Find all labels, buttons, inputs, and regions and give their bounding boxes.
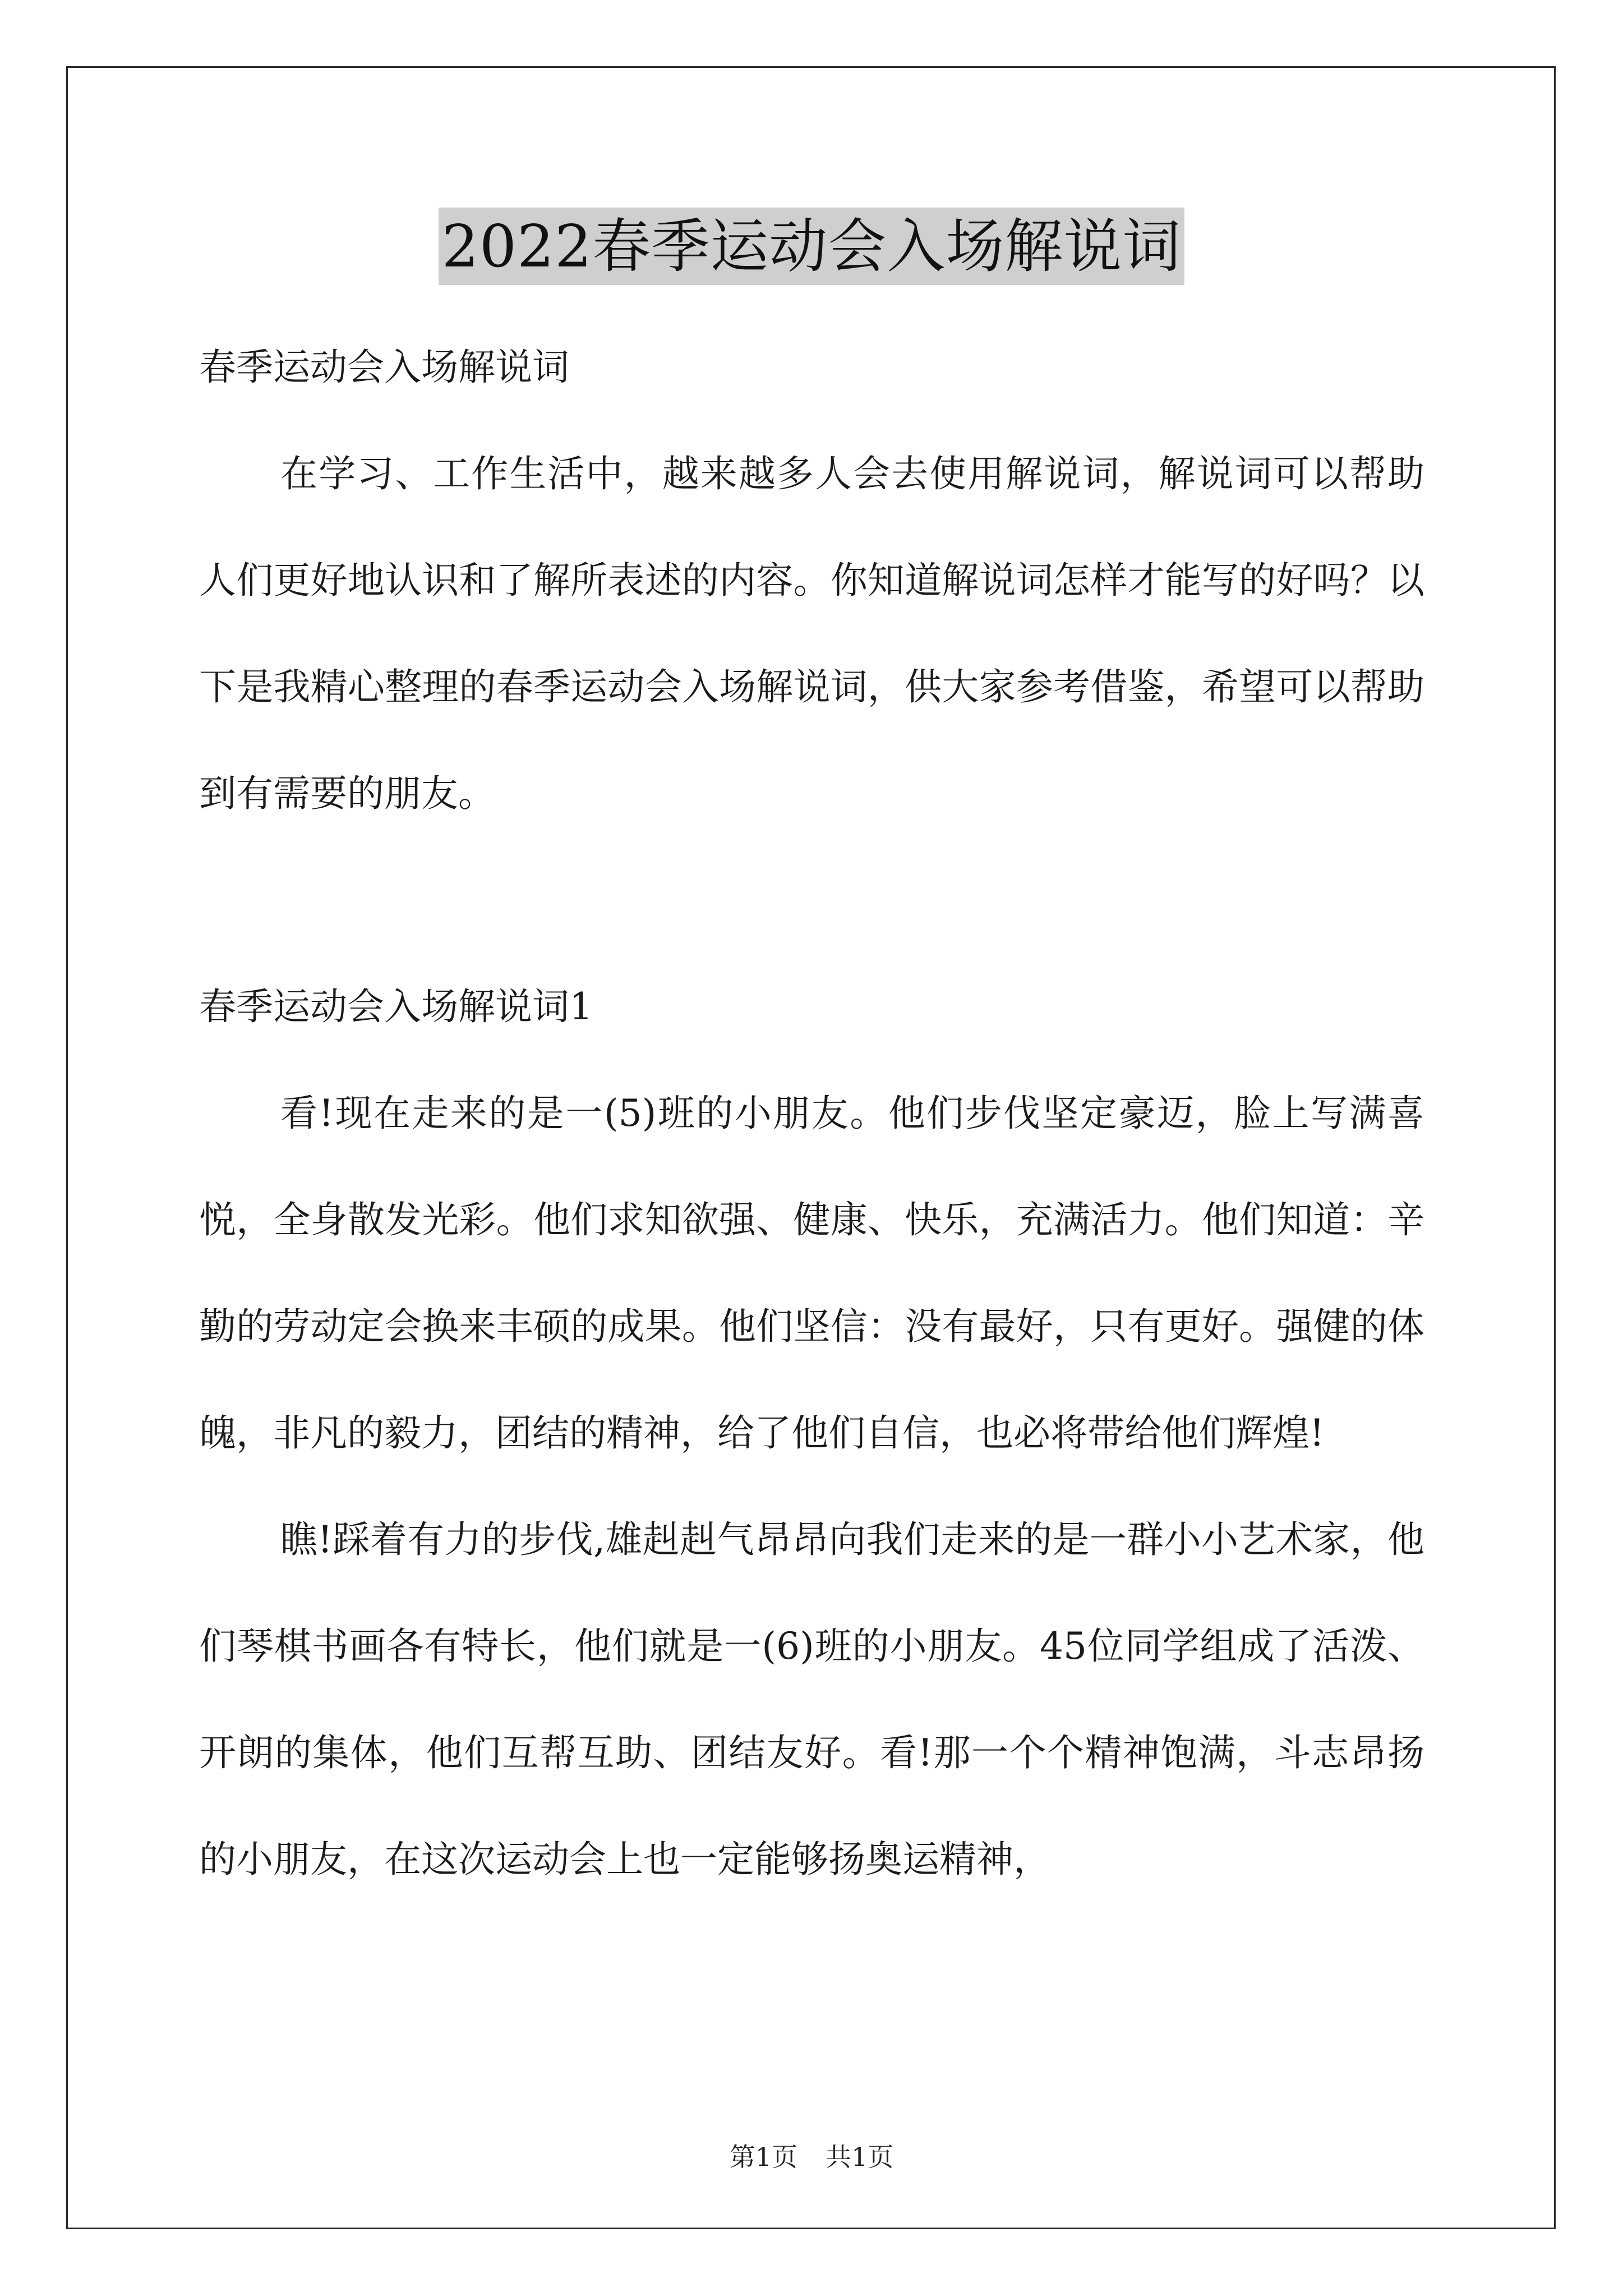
section-heading: 春季运动会入场解说词1 — [199, 985, 593, 1028]
document-body — [199, 314, 1424, 1913]
body-paragraph-2: 瞧!踩着有力的步伐,雄赳赳气昂昂向我们走来的是一群小小艺术家，他们琴棋书画各有特长，他们就是一(6)班的小朋友。45位同学组成了活泼、开朗的集体，他们互帮互助、团结友好。看!那一个个精神饱满，斗志昂扬的小朋友，在这次运动会上也一定能够扬奥运精神， — [199, 1518, 1424, 1881]
page-footer — [0, 2140, 1623, 2174]
document-title: 2022春季运动会入场解说词 — [439, 208, 1185, 285]
page-number: 第1页 — [729, 2142, 797, 2172]
subtitle: 春季运动会入场解说词 — [199, 346, 569, 389]
section-gap — [199, 847, 1424, 954]
title-container — [0, 208, 1623, 285]
page-total: 共1页 — [826, 2142, 894, 2172]
body-paragraph-1: 看!现在走来的是一(5)班的小朋友。他们步伐坚定豪迈，脸上写满喜悦，全身散发光彩。他们求知欲强、健康、快乐，充满活力。他们知道：辛勤的劳动定会换来丰硕的成果。他们坚信：没有最好，只有更好。强健的体魄，非凡的毅力，团结的精神，给了他们自信，也必将带给他们辉煌! — [199, 1092, 1424, 1455]
intro-paragraph: 在学习、工作生活中，越来越多人会去使用解说词，解说词可以帮助人们更好地认识和了解所表述的内容。你知道解说词怎样才能写的好吗？以下是我精心整理的春季运动会入场解说词，供大家参考借鉴，希望可以帮助到有需要的朋友。 — [199, 452, 1424, 815]
